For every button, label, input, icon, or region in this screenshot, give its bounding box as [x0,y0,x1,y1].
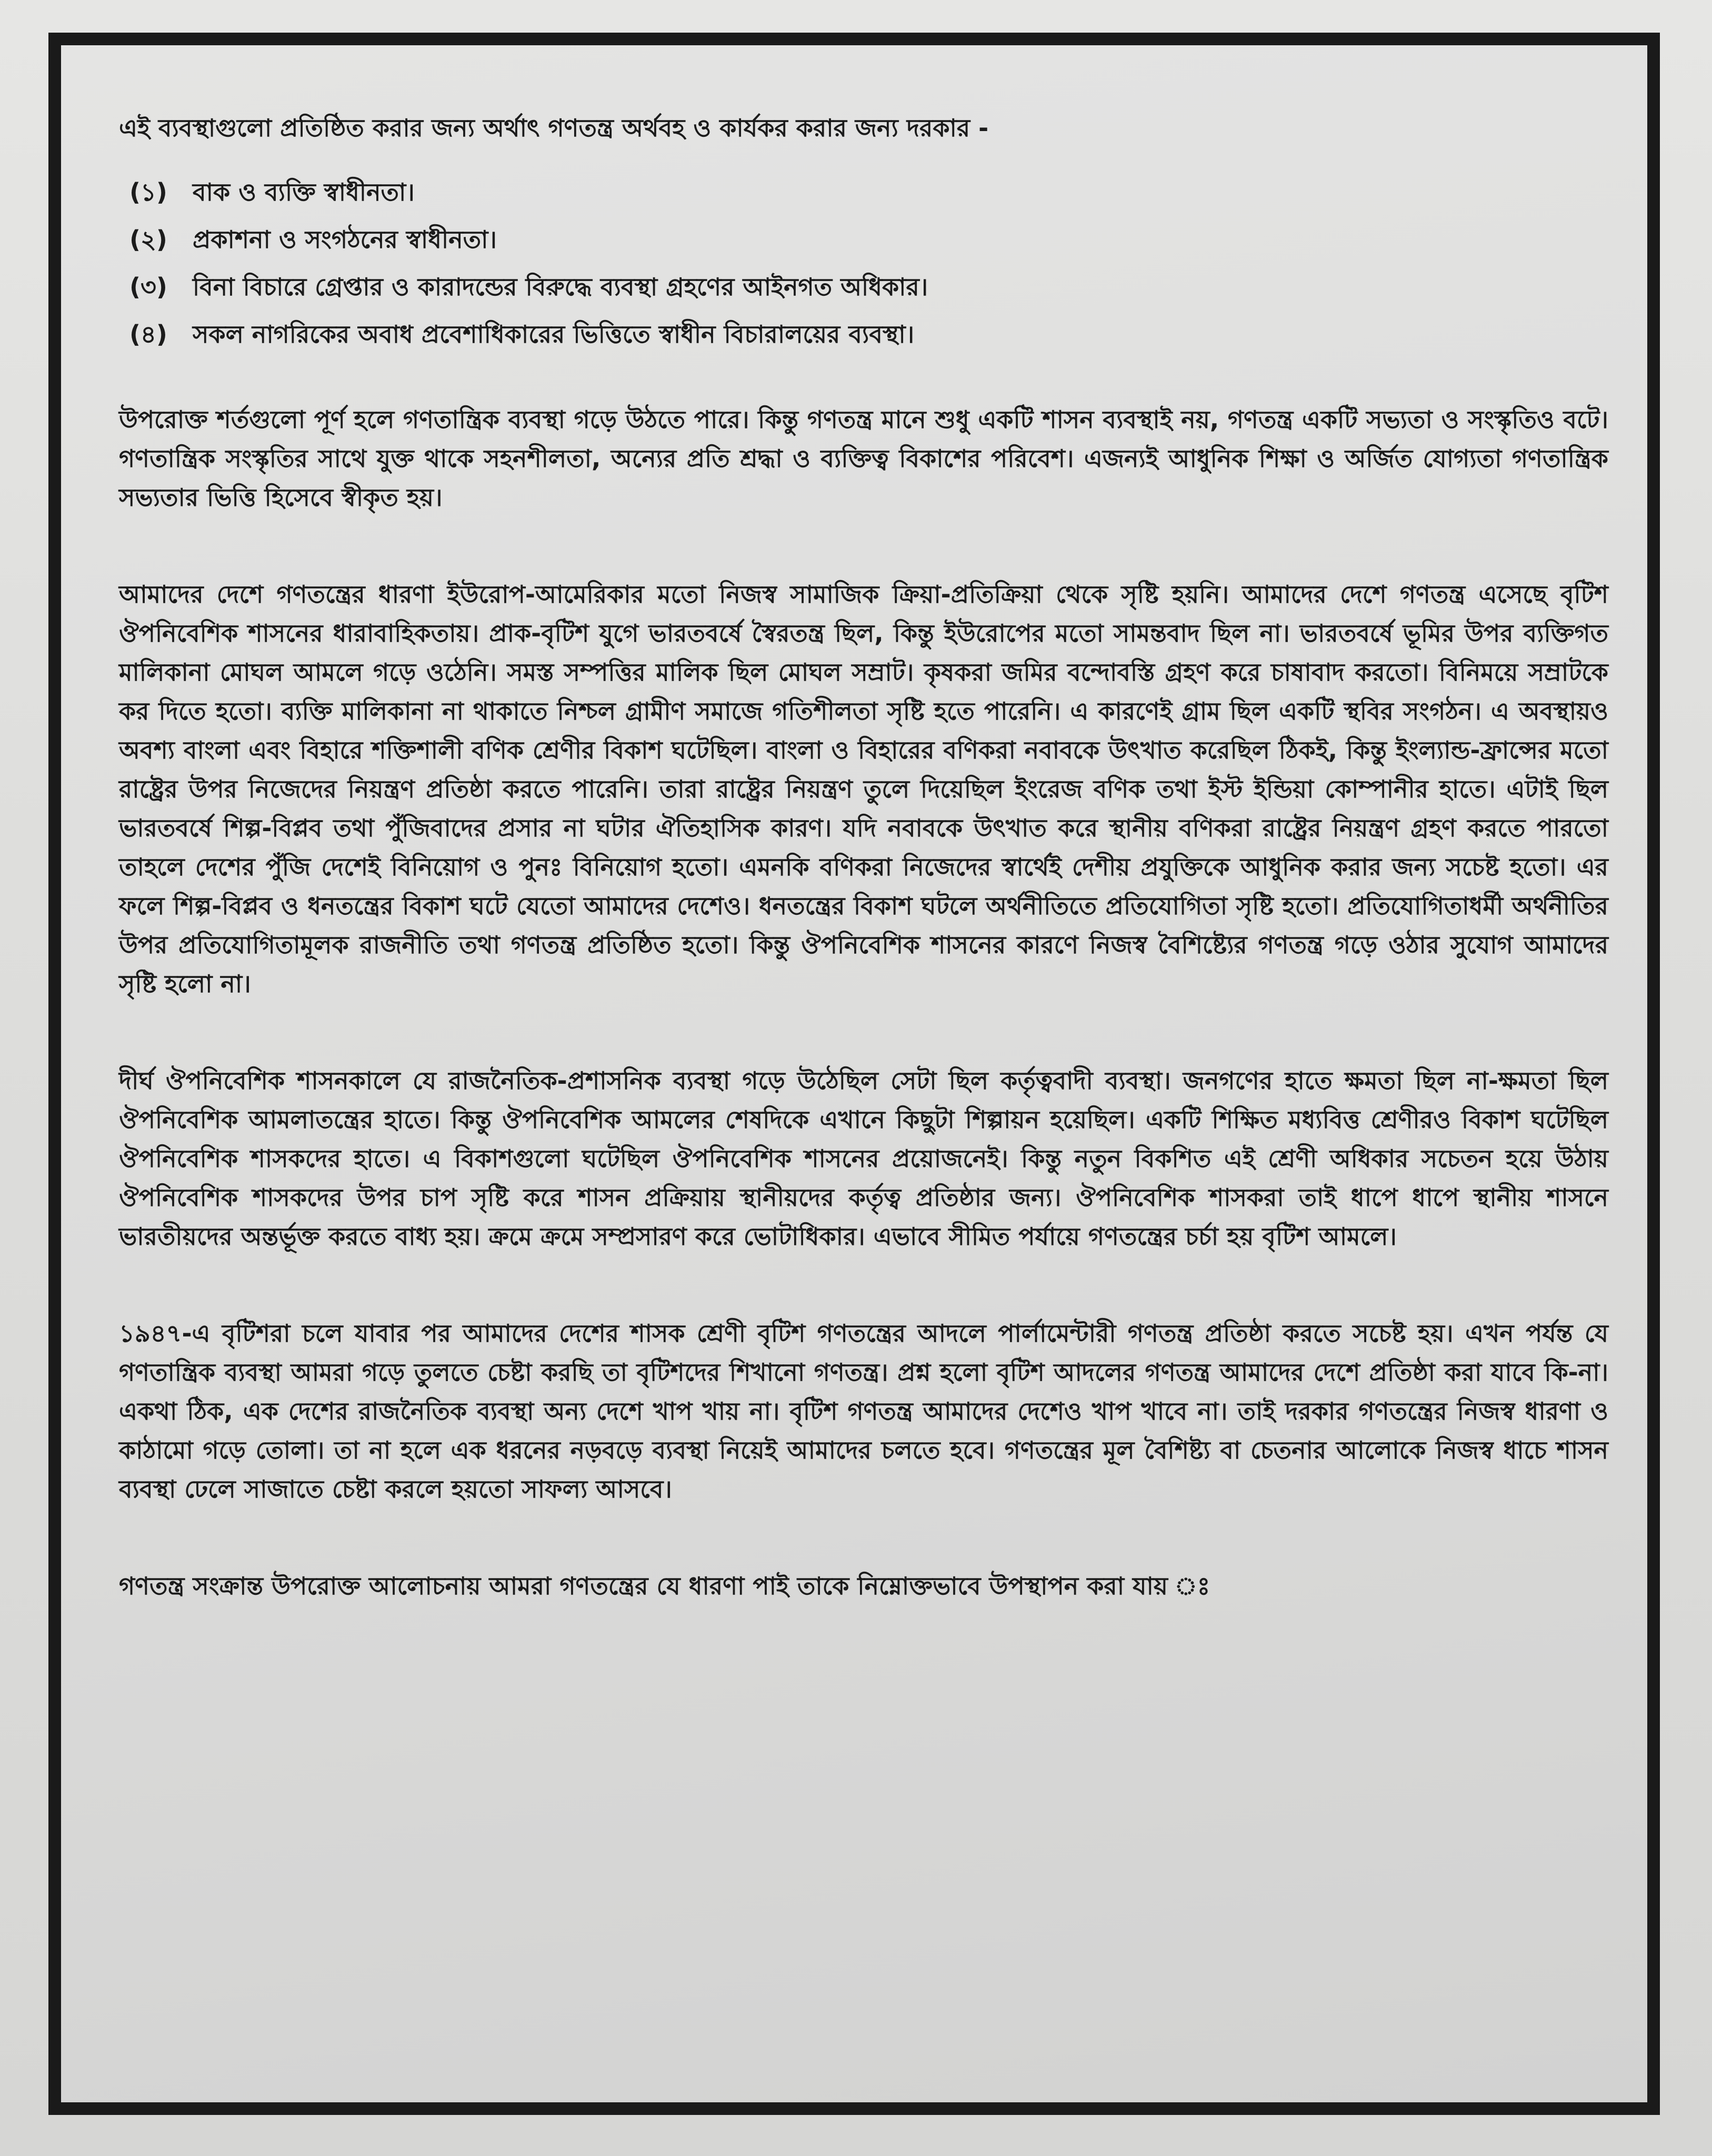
list-item-number: (২) [129,225,167,254]
list-item-text: সকল নাগরিকের অবাধ প্রবেশাধিকারের ভিত্তিতে স্বাধীন বিচারালয়ের ব্যবস্থা। [193,320,915,348]
list-item [129,216,1608,263]
document-body [119,108,1608,1605]
list-item-number: (৩) [129,273,167,301]
paragraph-conditions: উপরোক্ত শর্তগুলো পূর্ণ হলে গণতান্ত্রিক ব্যবস্থা গড়ে উঠতে পারে। কিন্তু গণতন্ত্র মানে শুধু একটি শাসন ব্যবস্থাই নয়, গণতন্ত্র একটি সভ্যতা ও সংস্কৃতিও বটে। গণতান্ত্রিক সংস্কৃতির সাথে যুক্ত থাকে সহনশীলতা, অন্যের প্রতি শ্রদ্ধা ও ব্যক্তিত্ব বিকাশের পরিবেশ। এজন্যই আধুনিক শিক্ষা ও অর্জিত যোগ্যতা গণতান্ত্রিক সভ্যতার ভিত্তি হিসেবে স্বীকৃত হয়। [119,405,1608,512]
list-item-number: (৪) [129,320,167,348]
paragraph-post-1947: ১৯৪৭-এ বৃটিশরা চলে যাবার পর আমাদের দেশের শাসক শ্রেণী বৃটিশ গণতন্ত্রের আদলে পার্লামেন্টারী গণতন্ত্র প্রতিষ্ঠা করতে সচেষ্ট হয়। এখন পর্যন্ত যে গণতান্ত্রিক ব্যবস্থা আমরা গড়ে তুলতে চেষ্টা করছি তা বৃটিশদের শিখানো গণতন্ত্র। প্রশ্ন হলো বৃটিশ আদলের গণতন্ত্র আমাদের দেশে প্রতিষ্ঠা করা যাবে কি-না। একথা ঠিক, এক দেশের রাজনৈতিক ব্যবস্থা অন্য দেশে খাপ খায় না। বৃটিশ গণতন্ত্র আমাদের দেশেও খাপ খাবে না। তাই দরকার গণতন্ত্রের নিজস্ব ধারণা ও কাঠামো গড়ে তোলা। তা না হলে এক ধরনের নড়বড়ে ব্যবস্থা নিয়েই আমাদের চলতে হবে। গণতন্ত্রের মূল বৈশিষ্ট্য বা চেতনার আলোকে নিজস্ব ধাচে শাসন ব্যবস্থা ঢেলে সাজাতে চেষ্টা করলে হয়তো সাফল্য আসবে। [119,1319,1608,1503]
list-item [129,263,1608,311]
list-item-number: (১) [129,178,167,206]
requirements-list [129,168,1608,358]
notice-board [48,33,1660,2115]
list-item [129,311,1608,358]
list-item-text: প্রকাশনা ও সংগঠনের স্বাধীনতা। [193,225,497,254]
list-item-text: বিনা বিচারে গ্রেপ্তার ও কারাদন্ডের বিরুদ্ধে ব্যবস্থা গ্রহণের আইনগত অধিকার। [193,273,928,301]
list-item [129,168,1608,216]
paragraph-colonial-rule: দীর্ঘ ঔপনিবেশিক শাসনকালে যে রাজনৈতিক-প্রশাসনিক ব্যবস্থা গড়ে উঠেছিল সেটা ছিল কর্তৃত্ববাদী ব্যবস্থা। জনগণের হাতে ক্ষমতা ছিল না-ক্ষমতা ছিল ঔপনিবেশিক আমলাতন্ত্রের হাতে। কিন্তু ঔপনিবেশিক আমলের শেষদিকে এখানে কিছুটা শিল্পায়ন হয়েছিল। একটি শিক্ষিত মধ্যবিত্ত শ্রেণীরও বিকাশ ঘটেছিল ঔপনিবেশিক শাসকদের হাতে। এ বিকাশগুলো ঘটেছিল ঔপনিবেশিক শাসনের প্রয়োজনেই। কিন্তু নতুন বিকশিত এই শ্রেণী অধিকার সচেতন হয়ে উঠায় ঔপনিবেশিক শাসকদের উপর চাপ সৃষ্টি করে শাসন প্রক্রিয়ায় স্থানীয়দের কর্তৃত্ব প্রতিষ্ঠার জন্য। ঔপনিবেশিক শাসকরা তাই ধাপে ধাপে স্থানীয় শাসনে ভারতীয়দের অন্তর্ভূক্ত করতে বাধ্য হয়। ক্রমে ক্রমে সম্প্রসারণ করে ভোটাধিকার। এভাবে সীমিত পর্যায়ে গণতন্ত্রের চর্চা হয় বৃটিশ আমলে। [119,1066,1608,1251]
closing-text: গণতন্ত্র সংক্রান্ত উপরোক্ত আলোচনায় আমরা গণতন্ত্রের যে ধারণা পাই তাকে নিম্নোক্তভাবে উপস্থাপন করা যায় ঃ [119,1572,1210,1600]
intro-text: এই ব্যবস্থাগুলো প্রতিষ্ঠিত করার জন্য অর্থাৎ গণতন্ত্র অর্থবহ ও কার্যকর করার জন্য দরকার - [119,114,989,142]
paragraph-history: আমাদের দেশে গণতন্ত্রের ধারণা ইউরোপ-আমেরিকার মতো নিজস্ব সামাজিক ক্রিয়া-প্রতিক্রিয়া থেকে সৃষ্টি হয়নি। আমাদের দেশে গণতন্ত্র এসেছে বৃটিশ ঔপনিবেশিক শাসনের ধারাবাহিকতায়। প্রাক-বৃটিশ যুগে ভারতবর্ষে স্বৈরতন্ত্র ছিল, কিন্তু ইউরোপের মতো সামন্তবাদ ছিল না। ভারতবর্ষে ভূমির উপর ব্যক্তিগত মালিকানা মোঘল আমলে গড়ে ওঠেনি। সমস্ত সম্পত্তির মালিক ছিল মোঘল সম্রাট। কৃষকরা জমির বন্দোবস্তি গ্রহণ করে চাষাবাদ করতো। বিনিময়ে সম্রাটকে কর দিতে হতো। ব্যক্তি মালিকানা না থাকাতে নিশ্চল গ্রামীণ সমাজে গতিশীলতা সৃষ্টি হতে পারেনি। এ কারণেই গ্রাম ছিল একটি স্থবির সংগঠন। এ অবস্থায়ও অবশ্য বাংলা এবং বিহারে শক্তিশালী বণিক শ্রেণীর বিকাশ ঘটেছিল। বাংলা ও বিহারের বণিকরা নবাবকে উৎখাত করেছিল ঠিকই, কিন্তু ইংল্যান্ড-ফ্রান্সের মতো রাষ্ট্রের উপর নিজেদের নিয়ন্ত্রণ প্রতিষ্ঠা করতে পারেনি। তারা রাষ্ট্রের নিয়ন্ত্রণ তুলে দিয়েছিল ইংরেজ বণিক তথা ইস্ট ইন্ডিয়া কোম্পানীর হাতে। এটাই ছিল ভারতবর্ষে শিল্প-বিপ্লব তথা পুঁজিবাদের প্রসার না ঘটার ঐতিহাসিক কারণ। যদি নবাবকে উৎখাত করে স্থানীয় বণিকরা রাষ্ট্রের নিয়ন্ত্রণ গ্রহণ করতে পারতো তাহলে দেশের পুঁজি দেশেই বিনিয়োগ ও পুনঃ বিনিয়োগ হতো। এমনকি বণিকরা নিজেদের স্বার্থেই দেশীয় প্রযুক্তিকে আধুনিক করার জন্য সচেষ্ট হতো। এর ফলে শিল্প-বিপ্লব ও ধনতন্ত্রের বিকাশ ঘটে যেতো আমাদের দেশেও। ধনতন্ত্রের বিকাশ ঘটলে অর্থনীতিতে প্রতিযোগিতা সৃষ্টি হতো। প্রতিযোগিতাধর্মী অর্থনীতির উপর প্রতিযোগিতামূলক রাজনীতি তথা গণতন্ত্র প্রতিষ্ঠিত হতো। কিন্তু ঔপনিবেশিক শাসনের কারণে নিজস্ব বৈশিষ্ট্যের গণতন্ত্র গড়ে ওঠার সুযোগ আমাদের সৃষ্টি হলো না। [119,580,1608,998]
list-item-text: বাক ও ব্যক্তি স্বাধীনতা। [193,178,415,206]
